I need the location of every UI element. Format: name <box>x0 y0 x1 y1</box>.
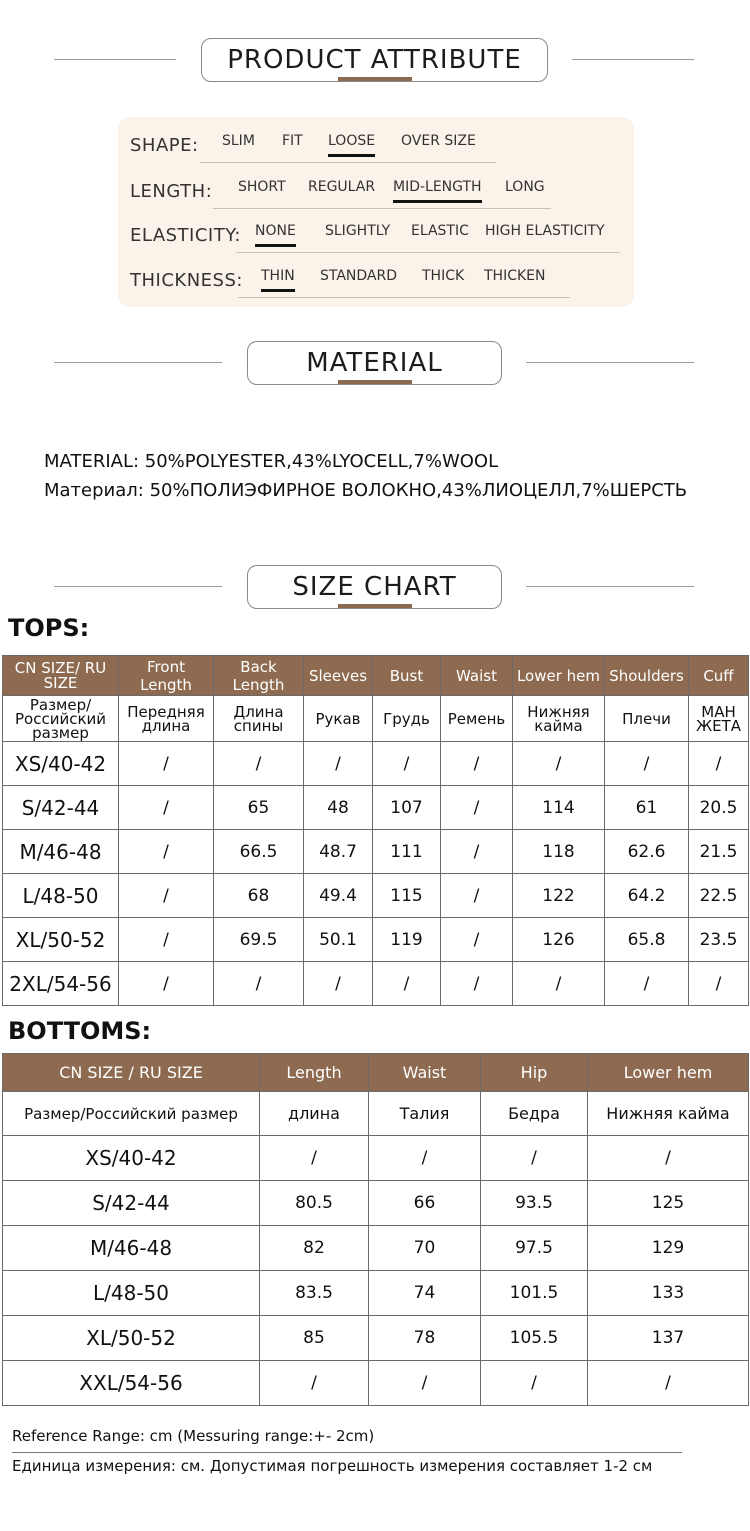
value-cell: 105.5 <box>481 1316 588 1361</box>
value-cell: 78 <box>369 1316 481 1361</box>
attr-option: FIT <box>282 133 303 149</box>
value-cell: / <box>441 918 513 962</box>
value-cell: / <box>481 1136 588 1181</box>
attr-row-elasticity <box>118 217 634 257</box>
value-cell: 83.5 <box>260 1271 369 1316</box>
table-row <box>3 786 749 830</box>
value-cell: / <box>119 742 214 786</box>
ru-header-cell: Размер/Российский размер <box>3 1092 260 1136</box>
table-row <box>3 1271 749 1316</box>
size-chart-header <box>0 565 750 613</box>
value-cell: 22.5 <box>689 874 749 918</box>
value-cell: / <box>605 742 689 786</box>
size-cell: 2XL/54-56 <box>3 962 119 1006</box>
material-value: 50%ПОЛИЭФИРНОЕ ВОЛОКНО,43%ЛИОЦЕЛЛ,7%ШЕРСТЬ <box>149 480 688 501</box>
attr-option: STANDARD <box>320 268 398 284</box>
table-ru-header-row <box>3 1092 749 1136</box>
ru-header-cell: Передняя длина <box>119 696 214 742</box>
attr-option: SLIGHTLY <box>325 223 391 239</box>
size-cell: S/42-44 <box>3 786 119 830</box>
value-cell: / <box>260 1136 369 1181</box>
material-label: MATERIAL: <box>44 451 140 472</box>
size-cell: S/42-44 <box>3 1181 260 1226</box>
header-cell: Lower hem <box>588 1054 749 1092</box>
attr-option: REGULAR <box>308 179 376 195</box>
divider-right <box>572 59 694 60</box>
table-row <box>3 1136 749 1181</box>
ru-header-cell: Ремень <box>441 696 513 742</box>
value-cell: / <box>689 962 749 1006</box>
tops-size-table <box>2 655 749 1006</box>
value-cell: / <box>214 742 304 786</box>
value-cell: / <box>260 1361 369 1406</box>
attr-option: THICKEN <box>484 268 546 284</box>
value-cell: / <box>441 874 513 918</box>
material-value: 50%POLYESTER,43%LYOCELL,7%WOOL <box>144 451 499 472</box>
value-cell: / <box>119 962 214 1006</box>
header-cell: Sleeves <box>304 656 373 696</box>
table-ru-header-row <box>3 696 749 742</box>
value-cell: / <box>369 1361 481 1406</box>
value-cell: 70 <box>369 1226 481 1271</box>
tops-title: TOPS: <box>8 614 90 642</box>
table-row <box>3 962 749 1006</box>
value-cell: 133 <box>588 1271 749 1316</box>
value-cell: / <box>689 742 749 786</box>
attr-row-thickness <box>118 262 634 302</box>
section-title: PRODUCT ATTRIBUTE <box>201 38 548 82</box>
attr-underline <box>236 252 620 253</box>
reference-divider <box>12 1452 682 1453</box>
header-cell: Back Length <box>214 656 304 696</box>
size-cell: M/46-48 <box>3 830 119 874</box>
value-cell: 65.8 <box>605 918 689 962</box>
value-cell: 23.5 <box>689 918 749 962</box>
value-cell: 93.5 <box>481 1181 588 1226</box>
value-cell: 85 <box>260 1316 369 1361</box>
accent-bar <box>338 604 412 608</box>
header-cell: Waist <box>441 656 513 696</box>
value-cell: 20.5 <box>689 786 749 830</box>
attr-option: ELASTIC <box>411 223 469 239</box>
reference-note-ru: Единица измерения: см. Допустимая погрешность измерения составляет 1-2 см <box>12 1457 653 1475</box>
value-cell: 69.5 <box>214 918 304 962</box>
attr-row-length <box>118 173 634 213</box>
value-cell: 48 <box>304 786 373 830</box>
table-row <box>3 1226 749 1271</box>
divider-right <box>526 362 694 363</box>
value-cell: / <box>304 962 373 1006</box>
value-cell: / <box>481 1361 588 1406</box>
attr-label: THICKNESS: <box>130 270 243 291</box>
size-cell: XL/50-52 <box>3 1316 260 1361</box>
material-ru <box>44 480 687 501</box>
product-attribute-header <box>0 38 750 86</box>
table-row <box>3 742 749 786</box>
attr-option: SLIM <box>222 133 255 149</box>
material-label: Материал: <box>44 480 144 501</box>
value-cell: 119 <box>373 918 441 962</box>
ru-header-cell: Размер/ Российский размер <box>3 696 119 742</box>
divider-left <box>54 586 222 587</box>
ru-header-cell: Плечи <box>605 696 689 742</box>
section-title: MATERIAL <box>247 341 502 385</box>
table-row <box>3 1181 749 1226</box>
value-cell: / <box>588 1136 749 1181</box>
value-cell: 66.5 <box>214 830 304 874</box>
header-cell: Shoulders <box>605 656 689 696</box>
ru-header-cell: Рукав <box>304 696 373 742</box>
reference-note-en: Reference Range: cm (Messuring range:+- 2cm) <box>12 1427 375 1445</box>
ru-header-cell: Нижняя кайма <box>588 1092 749 1136</box>
attr-row-shape <box>118 127 634 167</box>
attr-label: LENGTH: <box>130 181 213 202</box>
header-cell: Hip <box>481 1054 588 1092</box>
size-cell: L/48-50 <box>3 1271 260 1316</box>
ru-header-cell: Грудь <box>373 696 441 742</box>
value-cell: 97.5 <box>481 1226 588 1271</box>
material-en <box>44 451 498 472</box>
attr-option: LONG <box>505 179 545 195</box>
value-cell: 48.7 <box>304 830 373 874</box>
value-cell: / <box>588 1361 749 1406</box>
value-cell: 82 <box>260 1226 369 1271</box>
header-cell: CN SIZE/ RU SIZE <box>3 656 119 696</box>
ru-header-cell: Длина спины <box>214 696 304 742</box>
value-cell: / <box>304 742 373 786</box>
divider-left <box>54 362 222 363</box>
ru-header-cell: МАН ЖЕТА <box>689 696 749 742</box>
value-cell: / <box>441 786 513 830</box>
value-cell: / <box>441 830 513 874</box>
size-cell: XS/40-42 <box>3 1136 260 1181</box>
header-cell: Lower hem <box>513 656 605 696</box>
bottoms-size-table <box>2 1053 749 1406</box>
value-cell: 129 <box>588 1226 749 1271</box>
value-cell: 66 <box>369 1181 481 1226</box>
attr-option: HIGH ELASTICITY <box>485 223 605 239</box>
ru-header-cell: Бедра <box>481 1092 588 1136</box>
value-cell: / <box>119 830 214 874</box>
attr-option-selected: LOOSE <box>328 133 376 149</box>
value-cell: / <box>373 742 441 786</box>
attr-underline <box>238 297 570 298</box>
divider-left <box>54 59 176 60</box>
accent-bar <box>338 380 412 384</box>
table-row <box>3 918 749 962</box>
divider-right <box>526 586 694 587</box>
value-cell: 21.5 <box>689 830 749 874</box>
value-cell: 68 <box>214 874 304 918</box>
value-cell: 126 <box>513 918 605 962</box>
value-cell: 114 <box>513 786 605 830</box>
value-cell: 62.6 <box>605 830 689 874</box>
value-cell: 118 <box>513 830 605 874</box>
value-cell: / <box>119 874 214 918</box>
value-cell: 74 <box>369 1271 481 1316</box>
attr-label: SHAPE: <box>130 135 199 156</box>
header-cell: Front Length <box>119 656 214 696</box>
value-cell: 50.1 <box>304 918 373 962</box>
value-cell: / <box>441 742 513 786</box>
value-cell: 111 <box>373 830 441 874</box>
attr-option: OVER SIZE <box>401 133 476 149</box>
table-row <box>3 1316 749 1361</box>
value-cell: / <box>119 786 214 830</box>
header-cell: Bust <box>373 656 441 696</box>
attr-label: ELASTICITY: <box>130 225 241 246</box>
size-cell: M/46-48 <box>3 1226 260 1271</box>
ru-header-cell: Талия <box>369 1092 481 1136</box>
size-cell: XS/40-42 <box>3 742 119 786</box>
accent-bar <box>338 77 412 81</box>
value-cell: 122 <box>513 874 605 918</box>
bottoms-title: BOTTOMS: <box>8 1017 152 1045</box>
table-header-row <box>3 1054 749 1092</box>
ru-header-cell: длина <box>260 1092 369 1136</box>
attr-option-selected: MID-LENGTH <box>393 179 482 195</box>
value-cell: 125 <box>588 1181 749 1226</box>
size-cell: L/48-50 <box>3 874 119 918</box>
header-cell: Waist <box>369 1054 481 1092</box>
value-cell: / <box>513 962 605 1006</box>
attribute-panel <box>118 117 634 307</box>
header-cell: Cuff <box>689 656 749 696</box>
value-cell: 107 <box>373 786 441 830</box>
value-cell: / <box>513 742 605 786</box>
value-cell: 115 <box>373 874 441 918</box>
value-cell: / <box>369 1136 481 1181</box>
table-row <box>3 830 749 874</box>
value-cell: / <box>441 962 513 1006</box>
section-title: SIZE CHART <box>247 565 502 609</box>
table-row <box>3 1361 749 1406</box>
attr-option-selected: THIN <box>261 268 295 284</box>
size-cell: XL/50-52 <box>3 918 119 962</box>
attr-option-selected: NONE <box>255 223 296 239</box>
material-header <box>0 341 750 389</box>
attr-option: THICK <box>422 268 465 284</box>
value-cell: 101.5 <box>481 1271 588 1316</box>
value-cell: / <box>119 918 214 962</box>
attr-underline <box>213 208 551 209</box>
ru-header-cell: Нижняя кайма <box>513 696 605 742</box>
value-cell: 65 <box>214 786 304 830</box>
header-cell: Length <box>260 1054 369 1092</box>
value-cell: 137 <box>588 1316 749 1361</box>
table-row <box>3 874 749 918</box>
value-cell: / <box>605 962 689 1006</box>
value-cell: / <box>214 962 304 1006</box>
header-cell: CN SIZE / RU SIZE <box>3 1054 260 1092</box>
value-cell: 80.5 <box>260 1181 369 1226</box>
value-cell: 61 <box>605 786 689 830</box>
table-header-row <box>3 656 749 696</box>
attr-option: SHORT <box>238 179 286 195</box>
value-cell: 49.4 <box>304 874 373 918</box>
value-cell: 64.2 <box>605 874 689 918</box>
attr-underline <box>200 162 496 163</box>
value-cell: / <box>373 962 441 1006</box>
size-cell: XXL/54-56 <box>3 1361 260 1406</box>
